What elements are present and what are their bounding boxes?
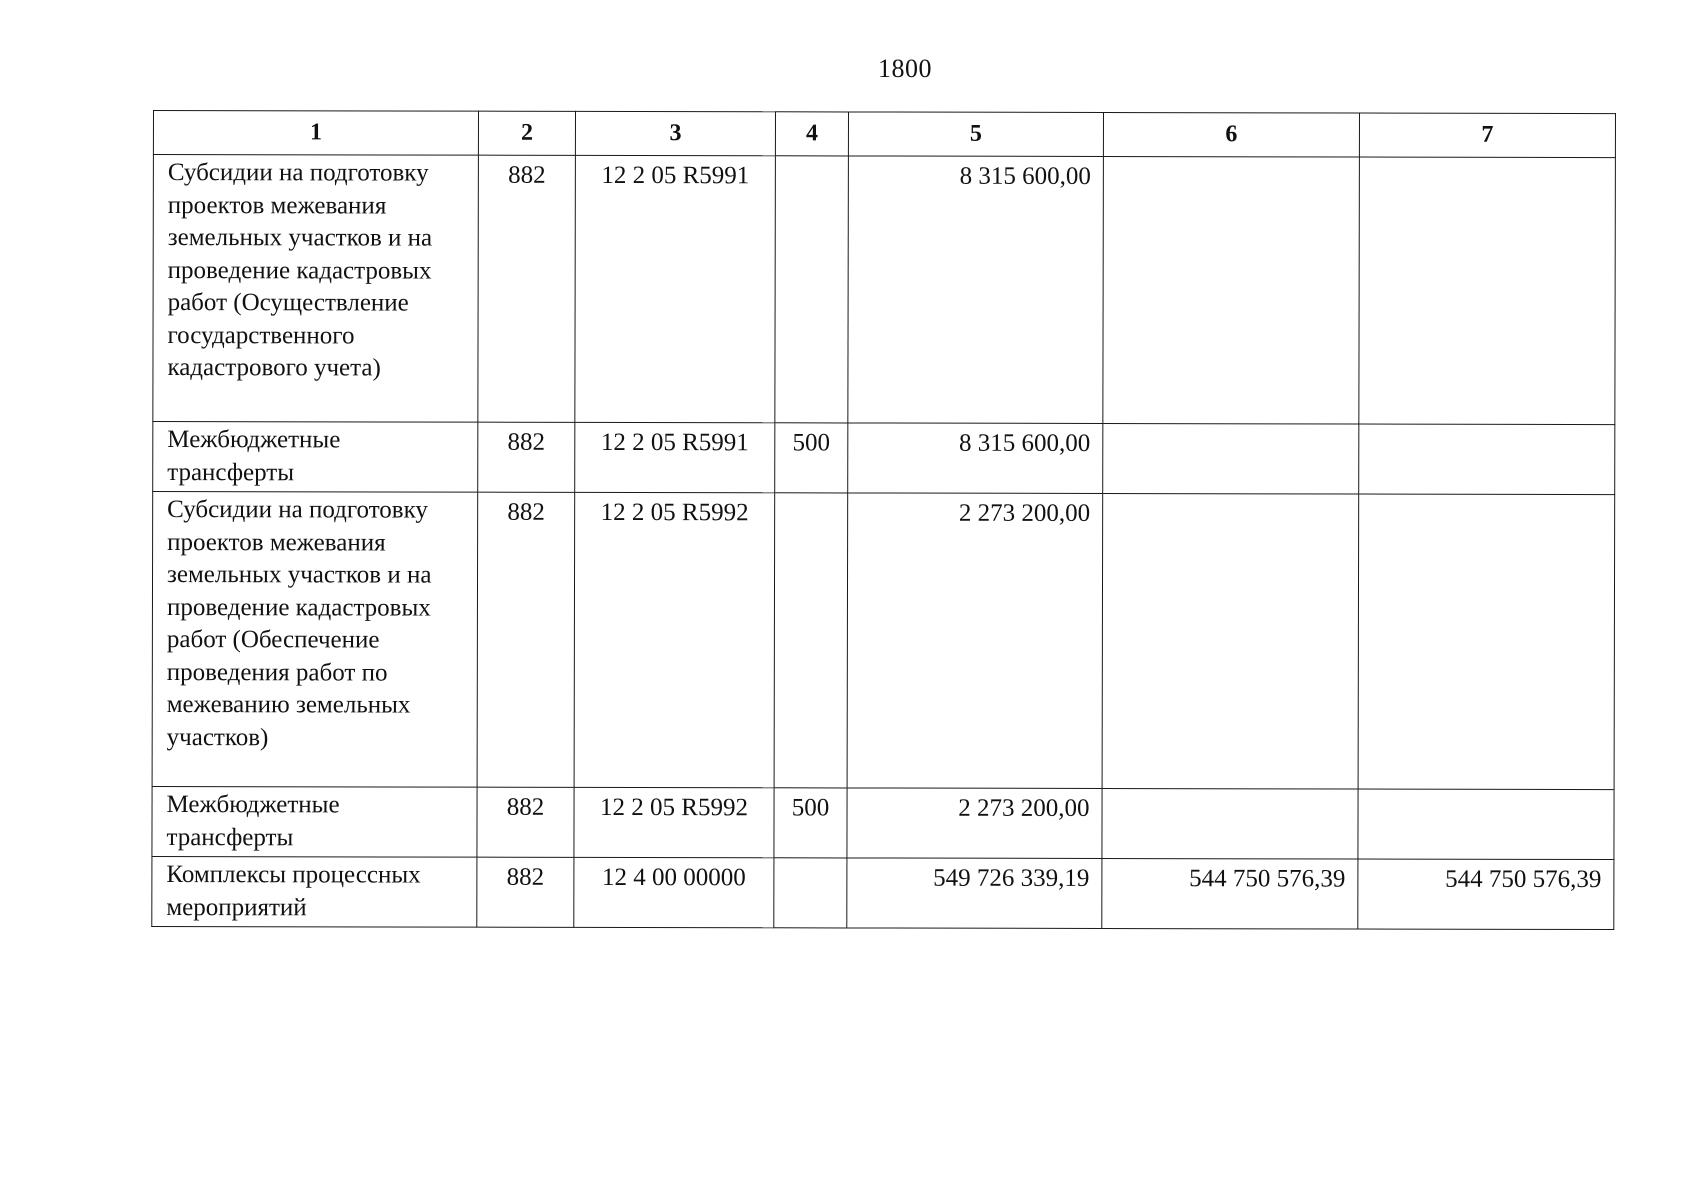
row-col6 <box>1103 423 1359 494</box>
table-row <box>153 422 1615 495</box>
row-col4 <box>775 156 849 423</box>
row-col3: 12 2 05 R5991 <box>575 422 775 492</box>
table-row <box>152 856 1614 929</box>
table-row <box>153 155 1616 425</box>
column-header-6: 6 <box>1103 112 1359 157</box>
row-col4 <box>774 858 847 928</box>
row-col6 <box>1102 493 1359 789</box>
row-col2: 882 <box>478 155 576 422</box>
row-col3: 12 4 00 00000 <box>574 857 774 927</box>
table-row <box>152 492 1615 790</box>
column-header-7: 7 <box>1359 113 1615 158</box>
row-col6 <box>1102 788 1358 859</box>
row-col4: 500 <box>774 788 847 858</box>
row-col3: 12 2 05 R5992 <box>574 787 774 857</box>
row-col5: 2 273 200,00 <box>847 493 1103 789</box>
row-col7 <box>1359 157 1616 425</box>
row-col2: 882 <box>477 857 574 927</box>
row-col3: 12 2 05 R5991 <box>575 155 776 422</box>
row-col4 <box>774 493 848 788</box>
page-number: 1800 <box>878 54 932 83</box>
row-name: Субсидии на подготовку проектов межевания земельных участков и на проведение кадастровых работ (Обеспечение проведения работ по межеванию земельных участков) <box>152 492 478 788</box>
row-col4: 500 <box>775 423 848 493</box>
row-col7 <box>1358 789 1614 860</box>
row-col7: 544 750 576,39 <box>1358 859 1614 930</box>
row-col6 <box>1103 156 1360 424</box>
row-col7 <box>1359 424 1615 495</box>
row-name: Комплексы процессных мероприятий <box>152 856 477 927</box>
row-col5: 8 315 600,00 <box>848 423 1103 494</box>
row-col3: 12 2 05 R5992 <box>574 492 775 787</box>
row-col2: 882 <box>477 492 575 787</box>
column-header-3: 3 <box>575 111 775 155</box>
row-col7 <box>1358 494 1615 790</box>
row-col2: 882 <box>477 787 574 857</box>
column-header-5: 5 <box>848 112 1103 157</box>
row-col5: 8 315 600,00 <box>848 156 1104 424</box>
row-col5: 549 726 339,19 <box>847 858 1102 929</box>
column-header-2: 2 <box>478 111 575 155</box>
header-row <box>153 111 1615 158</box>
row-col2: 882 <box>478 422 575 492</box>
row-name: Межбюджетные трансферты <box>153 422 478 493</box>
table-row <box>152 786 1614 859</box>
row-name: Межбюджетные трансферты <box>152 786 477 857</box>
row-col5: 2 273 200,00 <box>847 788 1102 859</box>
row-name: Субсидии на подготовку проектов межевания земельных участков и на проведение кадастровых работ (Осуществление государственного кадастрового учета) <box>153 155 479 423</box>
column-header-1: 1 <box>153 111 478 156</box>
column-header-4: 4 <box>775 112 848 156</box>
budget-table <box>151 110 1616 930</box>
row-col6: 544 750 576,39 <box>1102 858 1358 929</box>
